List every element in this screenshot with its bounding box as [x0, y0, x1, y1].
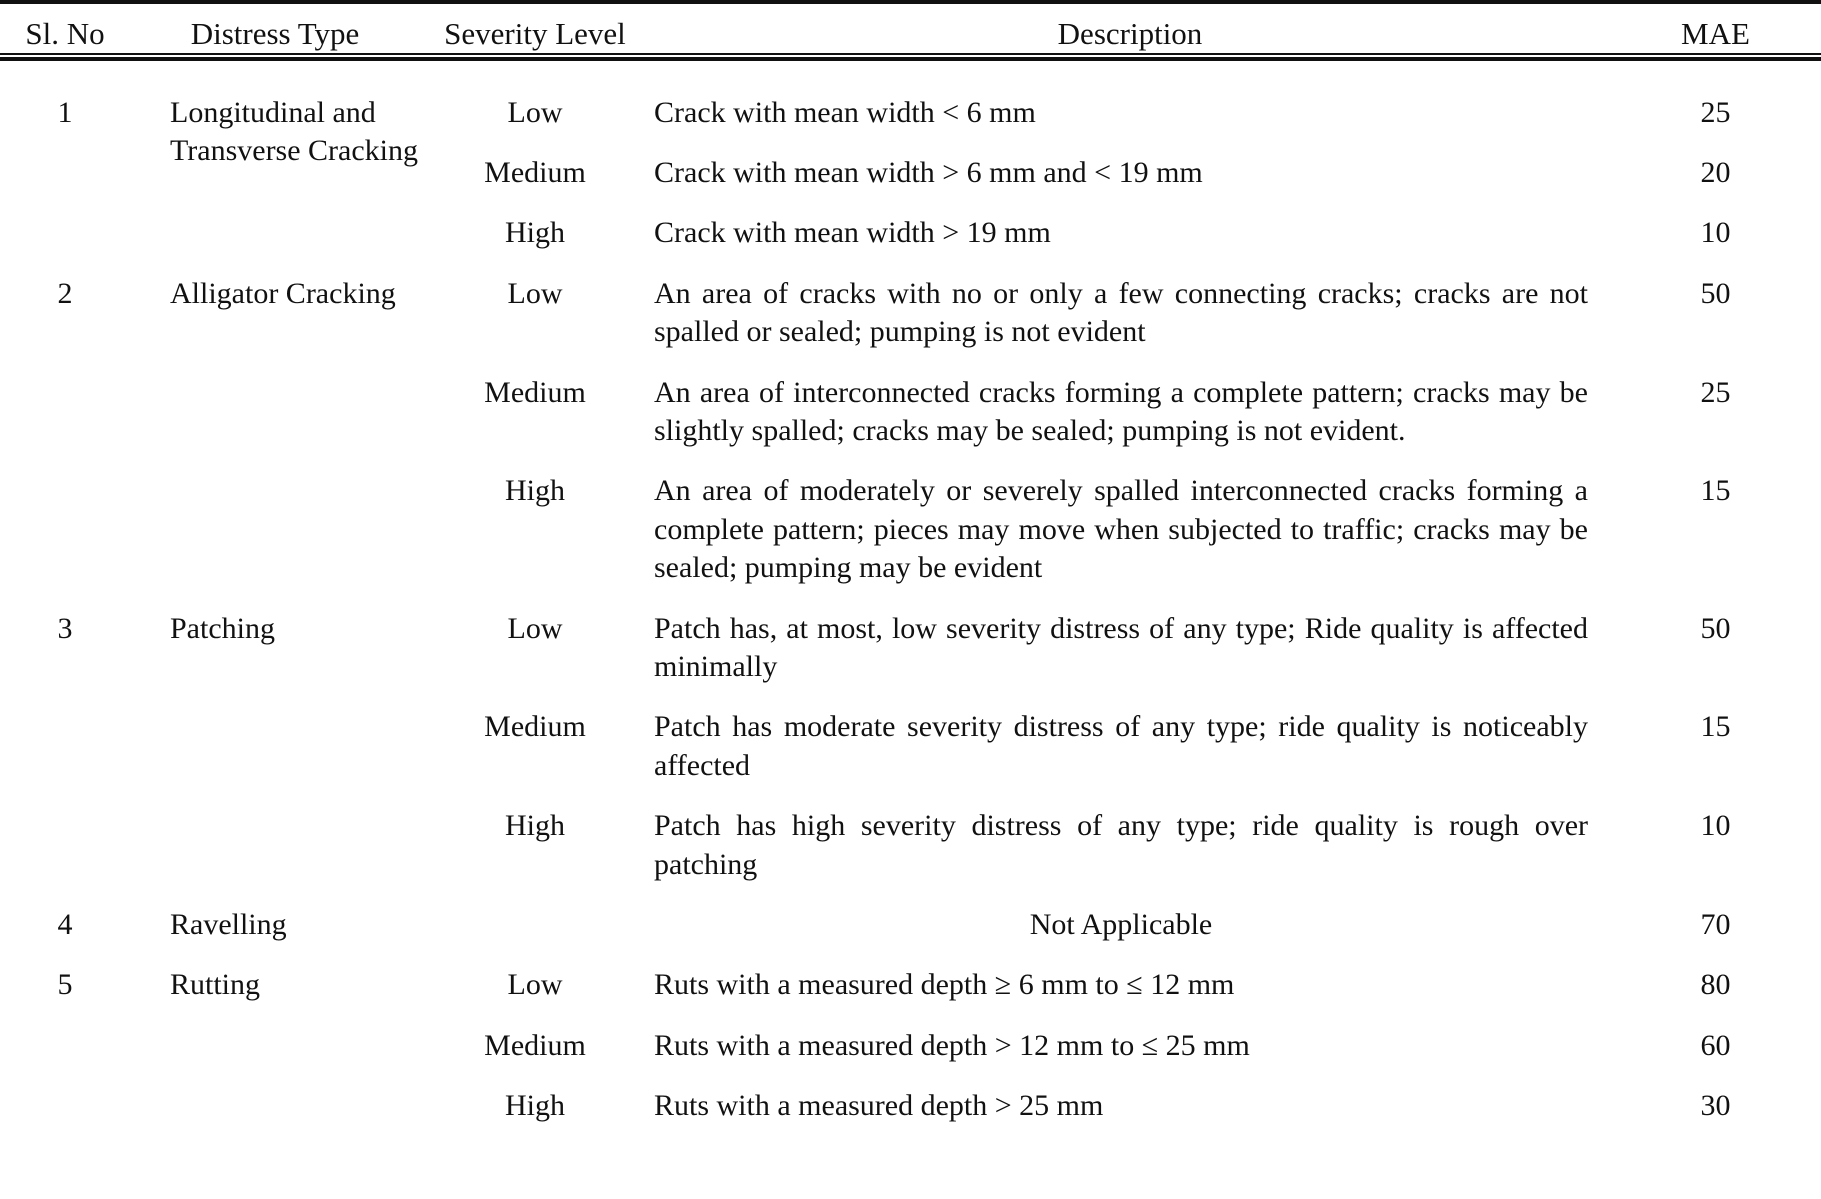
cell-severity-level: High [505, 474, 565, 508]
cell-mae: 10 [1700, 216, 1731, 250]
table-header-rule-thin [0, 53, 1821, 55]
table-row [0, 588, 1821, 687]
table-row [0, 944, 1821, 1004]
cell-mae: 25 [1700, 95, 1731, 129]
cell-mae: 15 [1700, 474, 1731, 508]
cell-severity-level: Low [507, 968, 563, 1002]
cell-severity-level: High [505, 216, 565, 250]
table-top-rule [0, 0, 1821, 4]
cell-distress-type: Ravelling [170, 907, 287, 941]
cell-severity-level: Medium [484, 1028, 586, 1062]
cell-mae: 60 [1700, 1028, 1731, 1062]
cell-sl-no [0, 1065, 130, 1125]
cell-description: Patch has moderate severity distress of any type; ride quality is noticeably affected [654, 710, 1588, 782]
cell-severity-level: Medium [484, 375, 586, 409]
cell-sl-no: 1 [57, 95, 73, 129]
cell-severity-level: Low [507, 611, 563, 645]
cell-mae: 30 [1700, 1089, 1731, 1123]
cell-description: Patch has high severity distress of any type; ride quality is rough over patching [654, 809, 1588, 881]
column-header-severity-level: Severity Level [444, 16, 626, 51]
cell-severity-level: Low [507, 276, 563, 310]
cell-distress-type: Patching [170, 611, 275, 645]
table-row [0, 72, 1821, 132]
cell-mae: 50 [1700, 276, 1731, 310]
cell-severity-level [420, 884, 650, 944]
cell-sl-no: 5 [57, 968, 73, 1002]
cell-severity-level: High [505, 1089, 565, 1123]
cell-severity-level: Medium [484, 156, 586, 190]
cell-mae: 15 [1700, 710, 1731, 744]
cell-sl-no [0, 132, 130, 192]
cell-description: Ruts with a measured depth ≥ 6 mm to ≤ 12 mm [654, 968, 1235, 1002]
cell-distress-type: Rutting [170, 968, 261, 1002]
table-row [0, 253, 1821, 352]
cell-sl-no: 3 [57, 611, 73, 645]
cell-sl-no [0, 352, 130, 451]
cell-sl-no [0, 686, 130, 785]
cell-distress-type: Alligator Cracking [170, 276, 396, 310]
table-row [0, 884, 1821, 944]
cell-description: An area of moderately or severely spalled interconnected cracks forming a complete pattern; pieces may move when subjected to traffic; cracks may be sealed; pumping may be evident [654, 474, 1588, 585]
cell-description: Crack with mean width > 19 mm [654, 216, 1051, 250]
cell-description: An area of interconnected cracks forming a complete pattern; cracks may be slightly spalled; cracks may be sealed; pumping is not evident. [654, 375, 1588, 448]
cell-sl-no: 2 [57, 276, 73, 310]
cell-description: Crack with mean width < 6 mm [654, 95, 1036, 129]
cell-severity-level: Medium [484, 710, 586, 744]
cell-mae: 20 [1700, 156, 1731, 190]
cell-sl-no [0, 785, 130, 884]
cell-mae: 70 [1700, 907, 1731, 941]
cell-distress-type: Longitudinal and Transverse Cracking [170, 95, 419, 168]
cell-mae: 25 [1700, 375, 1731, 409]
column-header-description: Description [1057, 16, 1203, 51]
cell-description: Patch has, at most, low severity distress of any type; Ride quality is affected minimally [654, 611, 1588, 683]
cell-severity-level: Low [507, 95, 563, 129]
cell-mae: 80 [1700, 968, 1731, 1002]
cell-mae: 50 [1700, 611, 1731, 645]
cell-description: Ruts with a measured depth > 25 mm [654, 1089, 1104, 1123]
cell-description: Crack with mean width > 6 mm and < 19 mm [654, 156, 1203, 190]
cell-mae: 10 [1700, 809, 1731, 843]
cell-severity-level: High [505, 809, 565, 843]
table-body [0, 72, 1821, 1126]
cell-sl-no: 4 [57, 907, 73, 941]
table-header-rule-thick [0, 57, 1821, 61]
cell-sl-no [0, 192, 130, 252]
column-header-mae: MAE [1681, 16, 1750, 51]
cell-description: Not Applicable [1029, 907, 1213, 941]
cell-description: Ruts with a measured depth > 12 mm to ≤ 25 mm [654, 1028, 1250, 1062]
cell-description: An area of cracks with no or only a few connecting cracks; cracks are not spalled or sealed; pumping is not evident [654, 276, 1588, 349]
cell-sl-no [0, 1005, 130, 1065]
column-header-sl-no: Sl. No [25, 16, 105, 51]
cell-sl-no [0, 450, 130, 587]
column-header-distress-type: Distress Type [190, 16, 360, 51]
